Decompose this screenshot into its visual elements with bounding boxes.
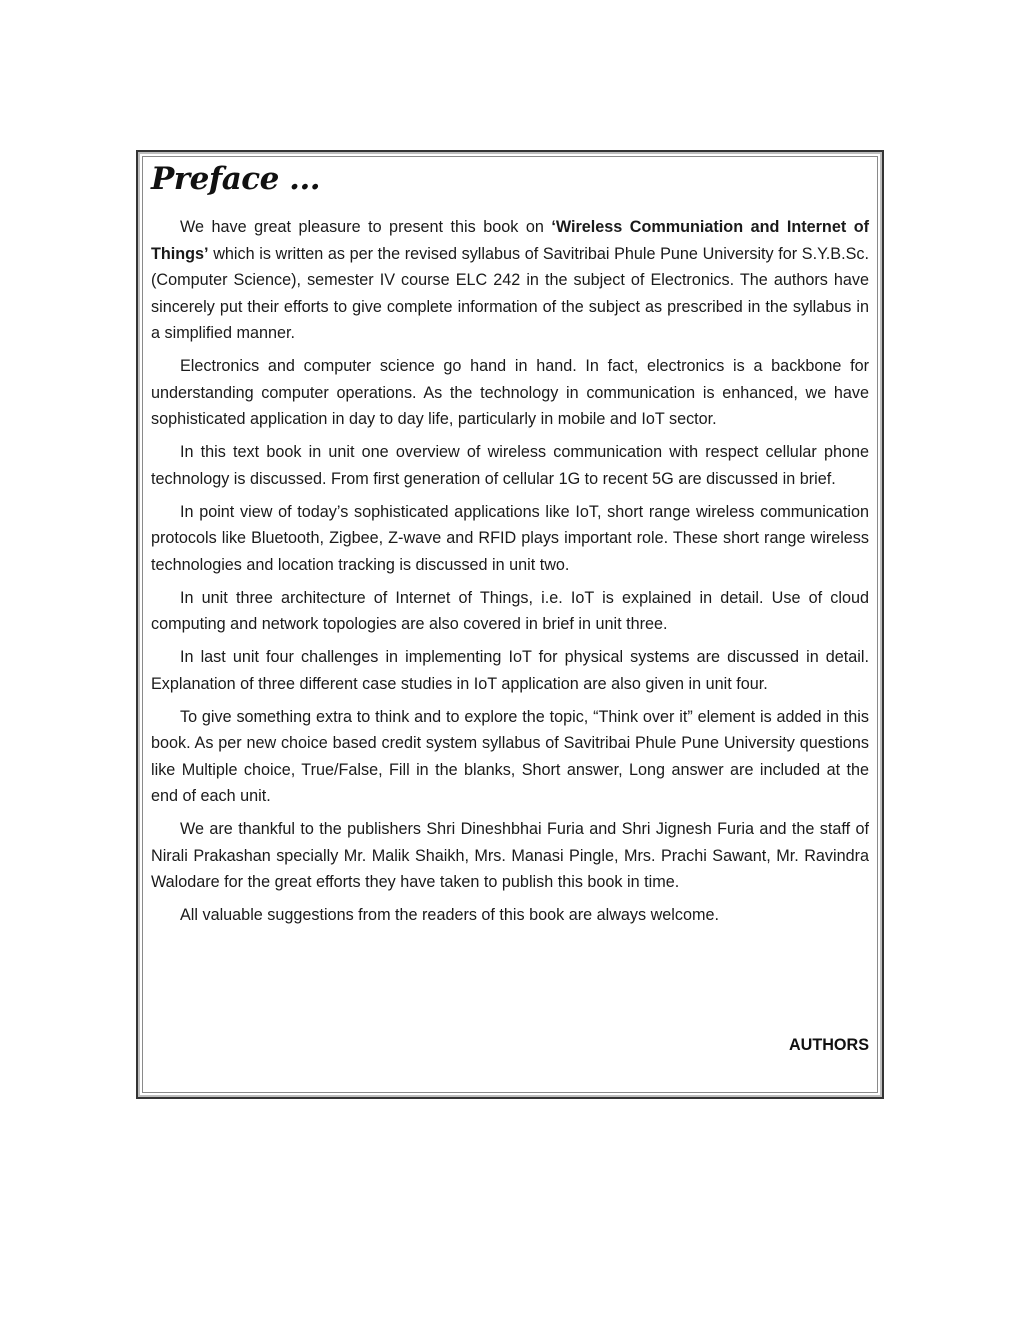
paragraph-6: In last unit four challenges in implementing IoT for physical systems are discussed in detail. Explanation of three different case studies in IoT application are also given in unit four. <box>151 648 869 693</box>
paragraph-5: In unit three architecture of Internet of Things, i.e. IoT is explained in detail. Use of cloud computing and network topologies are also covered in brief in unit three. <box>151 588 869 633</box>
paragraph-4: In point view of today’s sophisticated applications like IoT, short range wireless communication protocols like Bluetooth, Zigbee, Z-wave and RFID plays important role. These short range wireless technologies and location tracking is discussed in unit two. <box>151 502 869 574</box>
paragraph-8: We are thankful to the publishers Shri Dineshbhai Furia and Shri Jignesh Furia and the staff of Nirali Prakashan specially Mr. Malik Shaikh, Mrs. Manasi Pingle, Mrs. Prachi Sawant, Mr. Ravindra Walodare for the great efforts they have taken to publish this book in time. <box>151 820 869 891</box>
paragraph-2: Electronics and computer science go hand in hand. In fact, electronics is a backbone for understanding computer operations. As the technology in communication is enhanced, we have sophisticated application in day to day life, particularly in mobile and IoT sector. <box>151 357 869 428</box>
paragraph-1-intro: We have great pleasure to present this book on <box>180 218 552 236</box>
authors-signature: AUTHORS <box>788 1036 869 1054</box>
paragraph-7: To give something extra to think and to explore the topic, “Think over it” element is added in this book. As per new choice based credit system syllabus of Savitribai Phule Pune University questions like Multiple choice, True/False, Fill in the blanks, Short answer, Long answer are included at the end of each unit. <box>151 707 869 805</box>
paragraph-3: In this text book in unit one overview of wireless communication with respect cellular phone technology is discussed. From first generation of cellular 1G to recent 5G are discussed in brief. <box>151 443 869 488</box>
page-title: Preface ... <box>151 161 321 197</box>
book-title: ‘Wireless Communiation and Internet of Things’ <box>151 218 869 263</box>
paragraph-1 <box>151 214 869 347</box>
paragraph-9: All valuable suggestions from the readers of this book are always welcome. <box>180 906 719 924</box>
paragraph-1-rest: which is written as per the revised syllabus of Savitribai Phule Pune University for S.Y.B.Sc. (Computer Science), semester IV course ELC 242 in the subject of Electronics. The authors have sincerely put their efforts to give complete information of the subject as prescribed in the syllabus in a simplified manner. <box>151 244 869 342</box>
preface-frame <box>136 150 884 1099</box>
